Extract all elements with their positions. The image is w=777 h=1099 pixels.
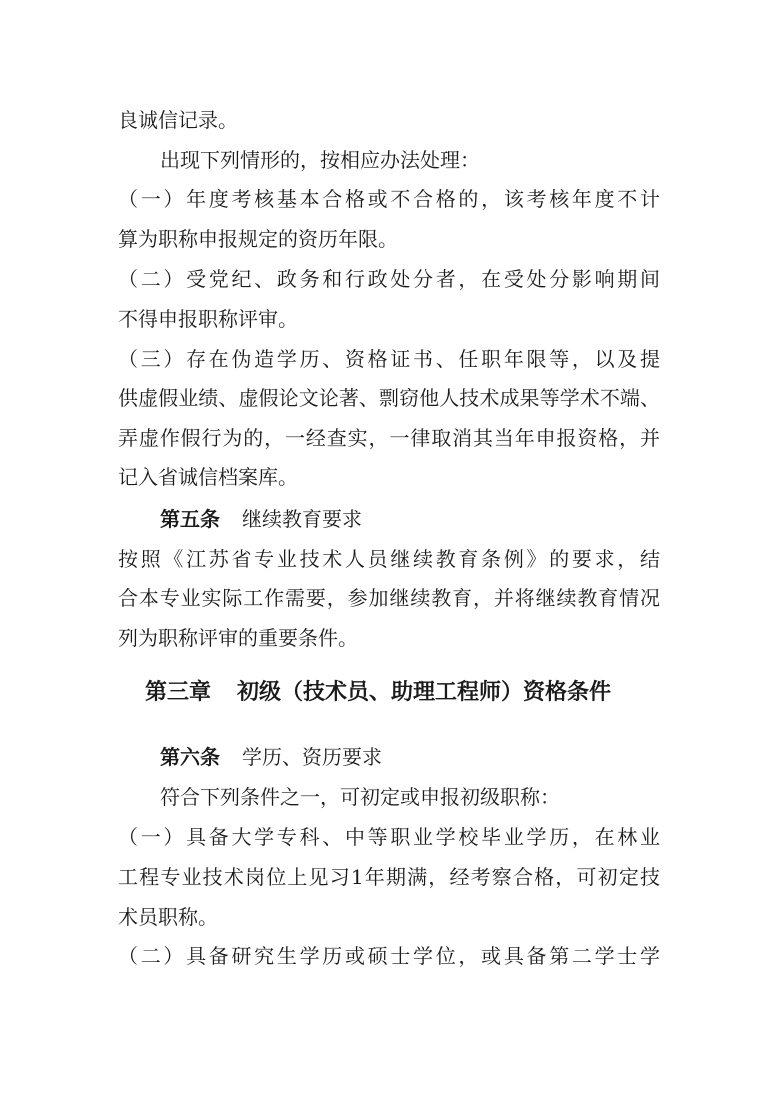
paragraph-line: 工程专业技术岗位上见习1年期满，经考察合格，可初定技 xyxy=(118,865,660,889)
paragraph-line: 不得申报职称评审。 xyxy=(118,307,298,331)
paragraph-line: 算为职称申报规定的资历年限。 xyxy=(118,227,398,251)
paragraph-line: 出现下列情形的，按相应办法处理： xyxy=(160,148,480,172)
article-6-heading xyxy=(160,743,382,771)
chapter-label: 第三章 xyxy=(145,680,212,705)
paragraph-line: 弄虚作假行为的，一经查实，一律取消其当年申报资格，并 xyxy=(118,426,660,450)
paragraph-line: 供虚假业绩、虚假论文论著、剽窃他人技术成果等学术不端、 xyxy=(118,386,660,410)
paragraph-line: （一）具备大学专科、中等职业学校毕业学历，在林业 xyxy=(118,825,660,849)
article-label: 第六条 xyxy=(160,745,220,769)
chapter-title: 初级（技术员、助理工程师）资格条件 xyxy=(237,680,612,705)
article-label: 第五条 xyxy=(160,507,220,531)
article-5-heading xyxy=(160,505,362,533)
article-title: 继续教育要求 xyxy=(242,507,362,531)
paragraph-line: 符合下列条件之一，可初定或申报初级职称： xyxy=(160,785,560,809)
paragraph-line: （一）年度考核基本合格或不合格的，该考核年度不计 xyxy=(118,187,660,211)
paragraph-line: （二）具备研究生学历或硕士学位，或具备第二学士学 xyxy=(118,944,660,968)
paragraph-line: 合本专业实际工作需要，参加继续教育，并将继续教育情况 xyxy=(118,586,660,610)
paragraph-line: 列为职称评审的重要条件。 xyxy=(118,626,358,650)
paragraph-line: 术员职称。 xyxy=(118,905,218,929)
paragraph-line: 良诚信记录。 xyxy=(118,108,238,132)
paragraph-line: （三）存在伪造学历、资格证书、任职年限等，以及提 xyxy=(118,347,660,371)
paragraph-line: 记入省诚信档案库。 xyxy=(118,465,298,489)
paragraph-line: （二）受党纪、政务和行政处分者，在受处分影响期间 xyxy=(118,267,660,291)
article-title: 学历、资历要求 xyxy=(242,745,382,769)
chapter-3-heading xyxy=(145,677,611,709)
paragraph-line: 按照《江苏省专业技术人员继续教育条例》的要求，结 xyxy=(118,547,660,571)
